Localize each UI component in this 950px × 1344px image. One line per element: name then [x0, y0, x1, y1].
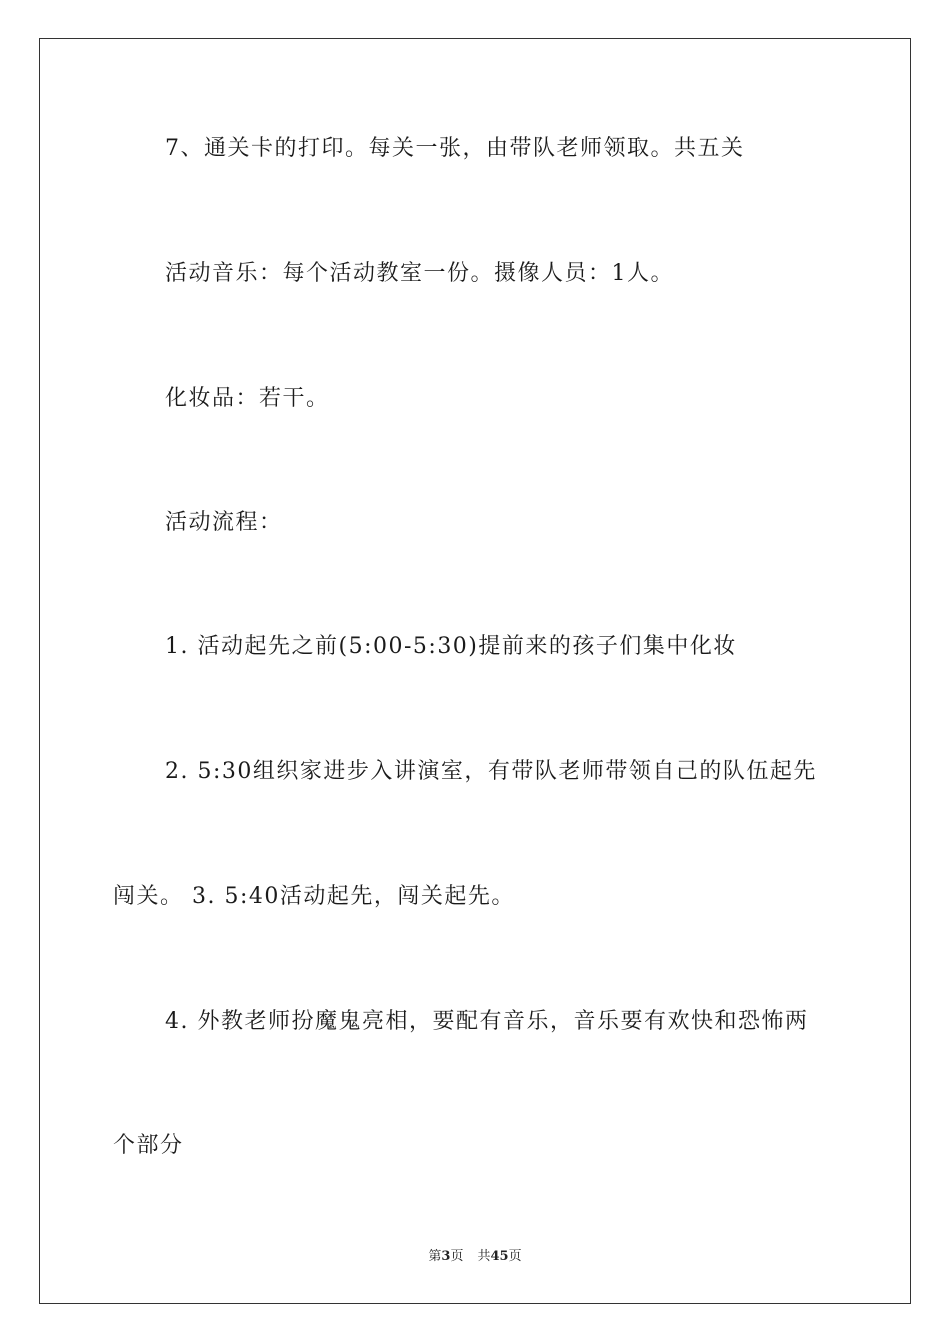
footer-page-suffix: 页	[450, 1249, 464, 1264]
text-line-step-4: 4. 外教老师扮魔鬼亮相，要配有音乐，音乐要有欢快和恐怖两	[165, 1009, 809, 1034]
footer-total-suffix: 页	[508, 1249, 522, 1264]
section-heading-activity-flow: 活动流程：	[165, 510, 283, 535]
text-line-print-pass-cards: 7、通关卡的打印。每关一张，由带队老师领取。共五关	[165, 136, 745, 161]
footer-total-prefix: 共	[477, 1249, 491, 1264]
page-footer	[0, 1248, 950, 1266]
text-line-step-2: 2. 5:30组织家进步入讲演室，有带队老师带领自己的队伍起先	[165, 759, 817, 784]
text-line-step-4-cont: 个部分	[113, 1133, 184, 1158]
text-line-activity-music: 活动音乐：每个活动教室一份。摄像人员：1人。	[165, 261, 674, 286]
text-line-step-2-cont-step-3: 闯关。 3. 5:40活动起先，闯关起先。	[113, 884, 515, 909]
footer-page-number: 3	[441, 1249, 451, 1264]
text-line-cosmetics: 化妆品：若干。	[165, 386, 330, 411]
page-border	[39, 38, 911, 1304]
footer-page-prefix: 第	[428, 1249, 442, 1264]
text-line-step-1: 1. 活动起先之前(5:00-5:30)提前来的孩子们集中化妆	[165, 634, 737, 659]
footer-total-pages: 45	[490, 1249, 509, 1264]
